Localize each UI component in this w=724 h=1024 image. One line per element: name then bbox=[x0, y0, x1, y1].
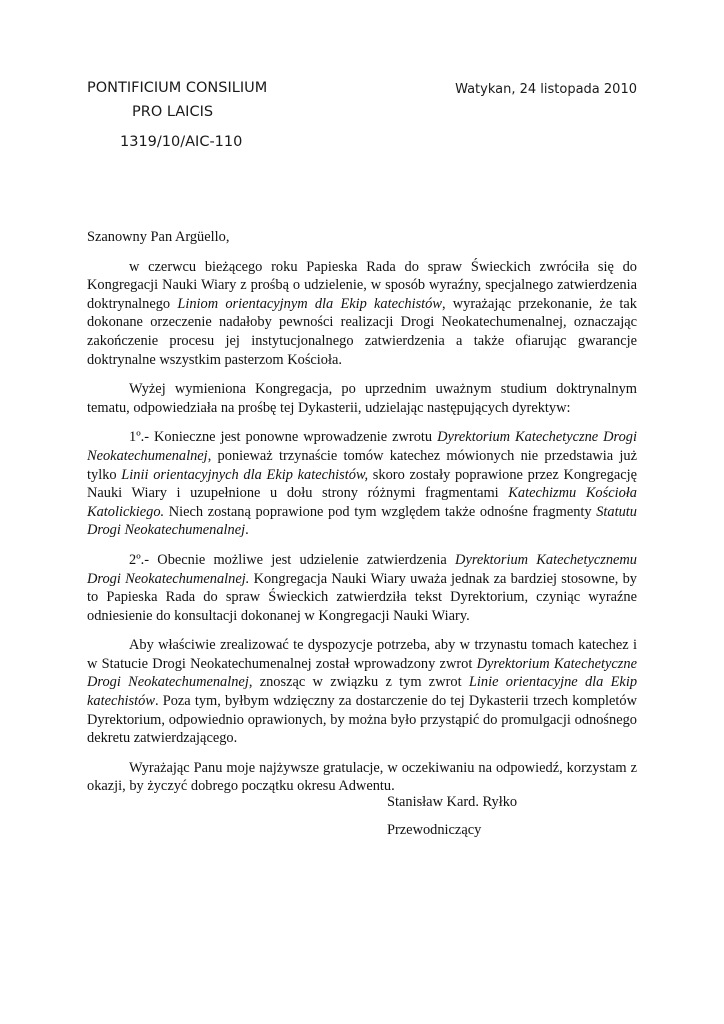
org-name-line2: PRO LAICIS bbox=[132, 104, 214, 120]
letter-body bbox=[87, 228, 637, 807]
text-run: , wyrażając przekonanie, że tak dokonane orzeczenie nadałoby pewności realizacji Drogi Neokatechumenalnej, oznaczając zakończenie procesu jej instytucjonalnego zatwierdzenia a także ofiarując gwarancje doktrynalne wszystkim pasterzom Kościoła. bbox=[87, 295, 637, 368]
org-name-line1: PONTIFICIUM CONSILIUM bbox=[87, 80, 268, 96]
paragraph-5 bbox=[87, 636, 637, 748]
text-run: , ponieważ trzynaście tomów katechez mówionych nie przedstawia już tylko bbox=[87, 447, 637, 483]
italic-phrase: Dyrektorium Katechetyczne Drogi Neokatechumenalnej bbox=[87, 429, 637, 464]
text-run: skoro zostały poprawione przez Kongregację Nauki Wiary i uzupełnione u dołu strony różnymi fragmentami bbox=[87, 466, 637, 502]
letter-date: Watykan, 24 listopada 2010 bbox=[455, 82, 637, 97]
paragraph-directive-2 bbox=[87, 551, 637, 625]
reference-number: 1319/10/AIC-110 bbox=[120, 134, 243, 150]
text-run: 2º.- Obecnie możliwe jest udzielenie zatwierdzenia bbox=[129, 551, 456, 568]
text-run: w czerwcu bieżącego roku Papieska Rada do spraw Świeckich zwróciła się do Kongregacji Nauki Wiary z prośbą o udzielenie, w sposób wyraźny, specjalnego zatwierdzenia doktrynalnego bbox=[87, 258, 637, 312]
salutation: Szanowny Pan Argüello, bbox=[87, 229, 230, 245]
paragraph-directive-1 bbox=[87, 428, 637, 540]
text-run: . bbox=[245, 522, 249, 539]
text-run: , znosząc w związku z tym zwrot bbox=[248, 674, 469, 691]
italic-phrase: Linii orientacyjnych dla Ekip katechistów, bbox=[121, 466, 369, 483]
paragraph-closing bbox=[87, 759, 637, 796]
paragraph-2 bbox=[87, 380, 637, 417]
signatory-name: Stanisław Kard. Ryłko bbox=[387, 794, 518, 810]
italic-phrase: Linie orientacyjne dla Ekip katechistów bbox=[87, 674, 638, 710]
paragraph-1 bbox=[87, 258, 637, 370]
italic-phrase: Katechizmu Kościoła Katolickiego. bbox=[87, 485, 637, 520]
signatory-title: Przewodniczący bbox=[387, 822, 482, 838]
italic-phrase: Statutu Drogi Neokatechumenalnej bbox=[87, 503, 637, 539]
italic-phrase: Dyrektorium Katechetycznemu Drogi Neokatechumenalnej. bbox=[87, 551, 637, 587]
text-run: Wyżej wymieniona Kongregacja, po uprzednim uważnym studium doktrynalnym tematu, odpowiedziała na prośbę tej Dykasterii, udzielając następujących dyrektyw: bbox=[87, 381, 637, 416]
text-run: 1º.- Konieczne jest ponowne wprowadzenie zwrotu bbox=[129, 429, 438, 446]
text-run: Wyrażając Panu moje najżywsze gratulacje, w oczekiwaniu na odpowiedź, korzystam z okazji, by życzyć dobrego początku okresu Adwentu. bbox=[87, 759, 637, 795]
text-run: Kongregacja Nauki Wiary uważa jednak za bardziej stosowne, by to Papieska Rada do spraw Świeckich zatwierdziła tekst Dyrektorium, czyniąc wyraźne odniesienie do konsultacji dokonanej w Kongregacji Nauki Wiary. bbox=[87, 570, 637, 624]
text-run: . Poza tym, byłbym wdzięczny za dostarczenie do tej Dykasterii trzech kompletów Dyrektorium, odpowiednio oprawionych, by można było przystąpić do promulgacji odnośnego dekretu zatwierdzającego. bbox=[87, 693, 637, 747]
text-run: Niech zostaną poprawione pod tym względem także odnośne fragmenty bbox=[164, 503, 597, 520]
text-run: Aby właściwie zrealizować te dyspozycje potrzeba, aby w trzynastu tomach katechez i w Statucie Drogi Neokatechumenalnej został wprowadzony zwrot bbox=[87, 637, 637, 672]
italic-phrase: Liniom orientacyjnym dla Ekip katechistów bbox=[177, 295, 442, 312]
italic-phrase: Dyrektorium Katechetyczne Drogi Neokatechumenalnej bbox=[87, 655, 637, 691]
